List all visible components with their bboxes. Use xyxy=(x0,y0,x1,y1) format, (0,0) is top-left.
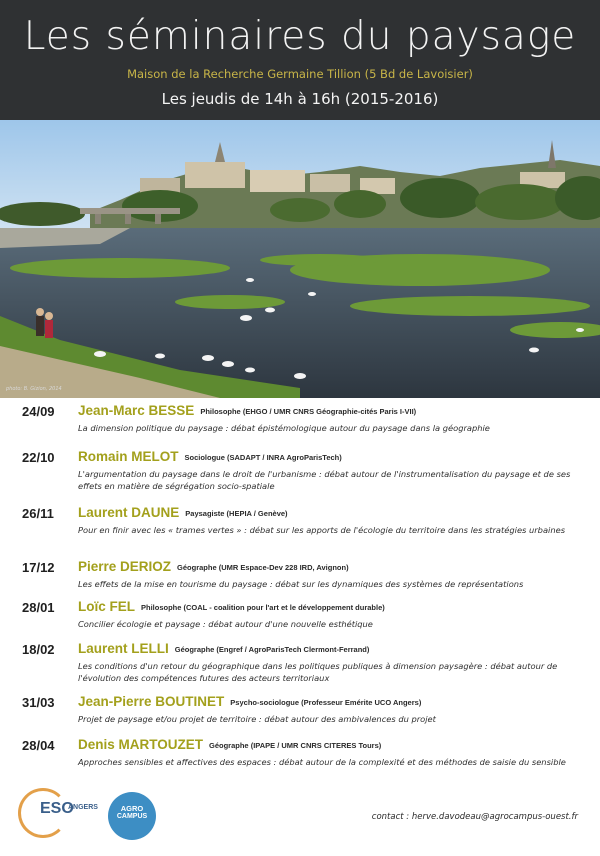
agro-logo-line1: AGRO xyxy=(120,804,144,813)
speaker-role: Sociologue (SADAPT / INRA AgroParisTech) xyxy=(184,453,342,462)
speaker-name xyxy=(78,505,288,520)
speaker-name-text: Jean-Pierre BOUTINET xyxy=(78,694,225,709)
seminar-topic: Pour en finir avec les « trames vertes » : débat sur les apports de l'écologie du territoire dans les stratégies urbaines xyxy=(78,525,566,535)
speaker-name-text: Denis MARTOUZET xyxy=(78,737,204,752)
speaker-name xyxy=(78,599,385,614)
landscape-illustration xyxy=(0,120,600,398)
speaker-role: Géographe (IPAPE / UMR CNRS CITERES Tours) xyxy=(209,741,382,750)
speaker-role: Philosophe (COAL - coalition pour l'art et le développement durable) xyxy=(141,603,385,612)
speaker-name xyxy=(78,694,421,709)
eso-angers-logo xyxy=(18,788,100,838)
seminar-date: 17/12 xyxy=(22,560,55,575)
seminar-date: 28/01 xyxy=(22,600,55,615)
venue-line: Maison de la Recherche Germaine Tillion (5 Bd de Lavoisier) xyxy=(127,67,473,81)
seminar-topic: Les conditions d'un retour du géographique dans les politiques publiques à dimension paysagère : débat autour de l'évolution des compétences futures des acteurs territoriaux xyxy=(78,661,558,683)
speaker-name-text: Pierre DERIOZ xyxy=(78,559,172,574)
speaker-name xyxy=(78,641,369,656)
poster-footer xyxy=(0,780,600,856)
speaker-role: Paysagiste (HEPIA / Genève) xyxy=(185,509,288,518)
speaker-name xyxy=(78,449,342,464)
speaker-name xyxy=(78,403,416,418)
speaker-role: Géographe (Engref / AgroParisTech Clermont-Ferrand) xyxy=(174,645,370,654)
agro-logo-line2: CAMPUS xyxy=(116,813,148,820)
poster-title: Les séminaires du paysage xyxy=(23,14,577,59)
speaker-role: Géographe (UMR Espace-Dev 228 IRD, Avignon) xyxy=(177,563,349,572)
speaker-name-text: Romain MELOT xyxy=(78,449,179,464)
seminar-date: 31/03 xyxy=(22,695,55,710)
seminar-topic: Les effets de la mise en tourisme du paysage : débat sur les dynamiques des systèmes de représentations xyxy=(78,579,524,589)
landscape-photo xyxy=(0,120,600,398)
speaker-name-text: Laurent DAUNE xyxy=(78,505,180,520)
contact-email: contact : herve.davodeau@agrocampus-ouest.fr xyxy=(371,812,578,822)
seminar-topic: Concilier écologie et paysage : débat autour d'une nouvelle esthétique xyxy=(78,619,373,629)
speaker-role: Psycho-sociologue (Professeur Emérite UCO Angers) xyxy=(230,698,422,707)
seminar-date: 28/04 xyxy=(22,738,55,753)
seminar-topic: Projet de paysage et/ou projet de territoire : débat autour des ambivalences du projet xyxy=(78,714,436,724)
seminar-topic: Approches sensibles et affectives des espaces : débat autour de la complexité et des méthodes de saisie du sensible xyxy=(78,757,566,767)
seminar-date: 22/10 xyxy=(22,450,55,465)
seminar-topic: L'argumentation du paysage dans le droit de l'urbanisme : débat autour de l'instrumentalisation du paysage et de ses effets en matière de ségrégation socio-spatiale xyxy=(78,469,571,491)
speaker-name-text: Loïc FEL xyxy=(78,599,135,614)
speaker-role: Philosophe (EHGO / UMR CNRS Géographie-cités Paris I-VII) xyxy=(200,407,417,416)
seminar-topic: La dimension politique du paysage : débat épistémologique autour du paysage dans la géographie xyxy=(78,423,490,433)
speaker-name-text: Laurent LELLI xyxy=(78,641,169,656)
schedule-line: Les jeudis de 14h à 16h (2015-2016) xyxy=(161,90,439,108)
poster-header xyxy=(0,0,600,120)
eso-logo-text: ESO xyxy=(40,800,74,817)
speaker-name xyxy=(78,559,349,574)
photo-credit: photo: B. Gizion, 2014 xyxy=(6,386,62,392)
seminar-date: 24/09 xyxy=(22,404,55,419)
speaker-name xyxy=(78,737,381,752)
agrocampus-logo xyxy=(108,792,156,840)
speaker-name-text: Jean-Marc BESSE xyxy=(78,403,195,418)
seminar-date: 26/11 xyxy=(22,506,54,521)
eso-logo-subtext: ANGERS xyxy=(68,804,98,811)
seminar-date: 18/02 xyxy=(22,642,55,657)
